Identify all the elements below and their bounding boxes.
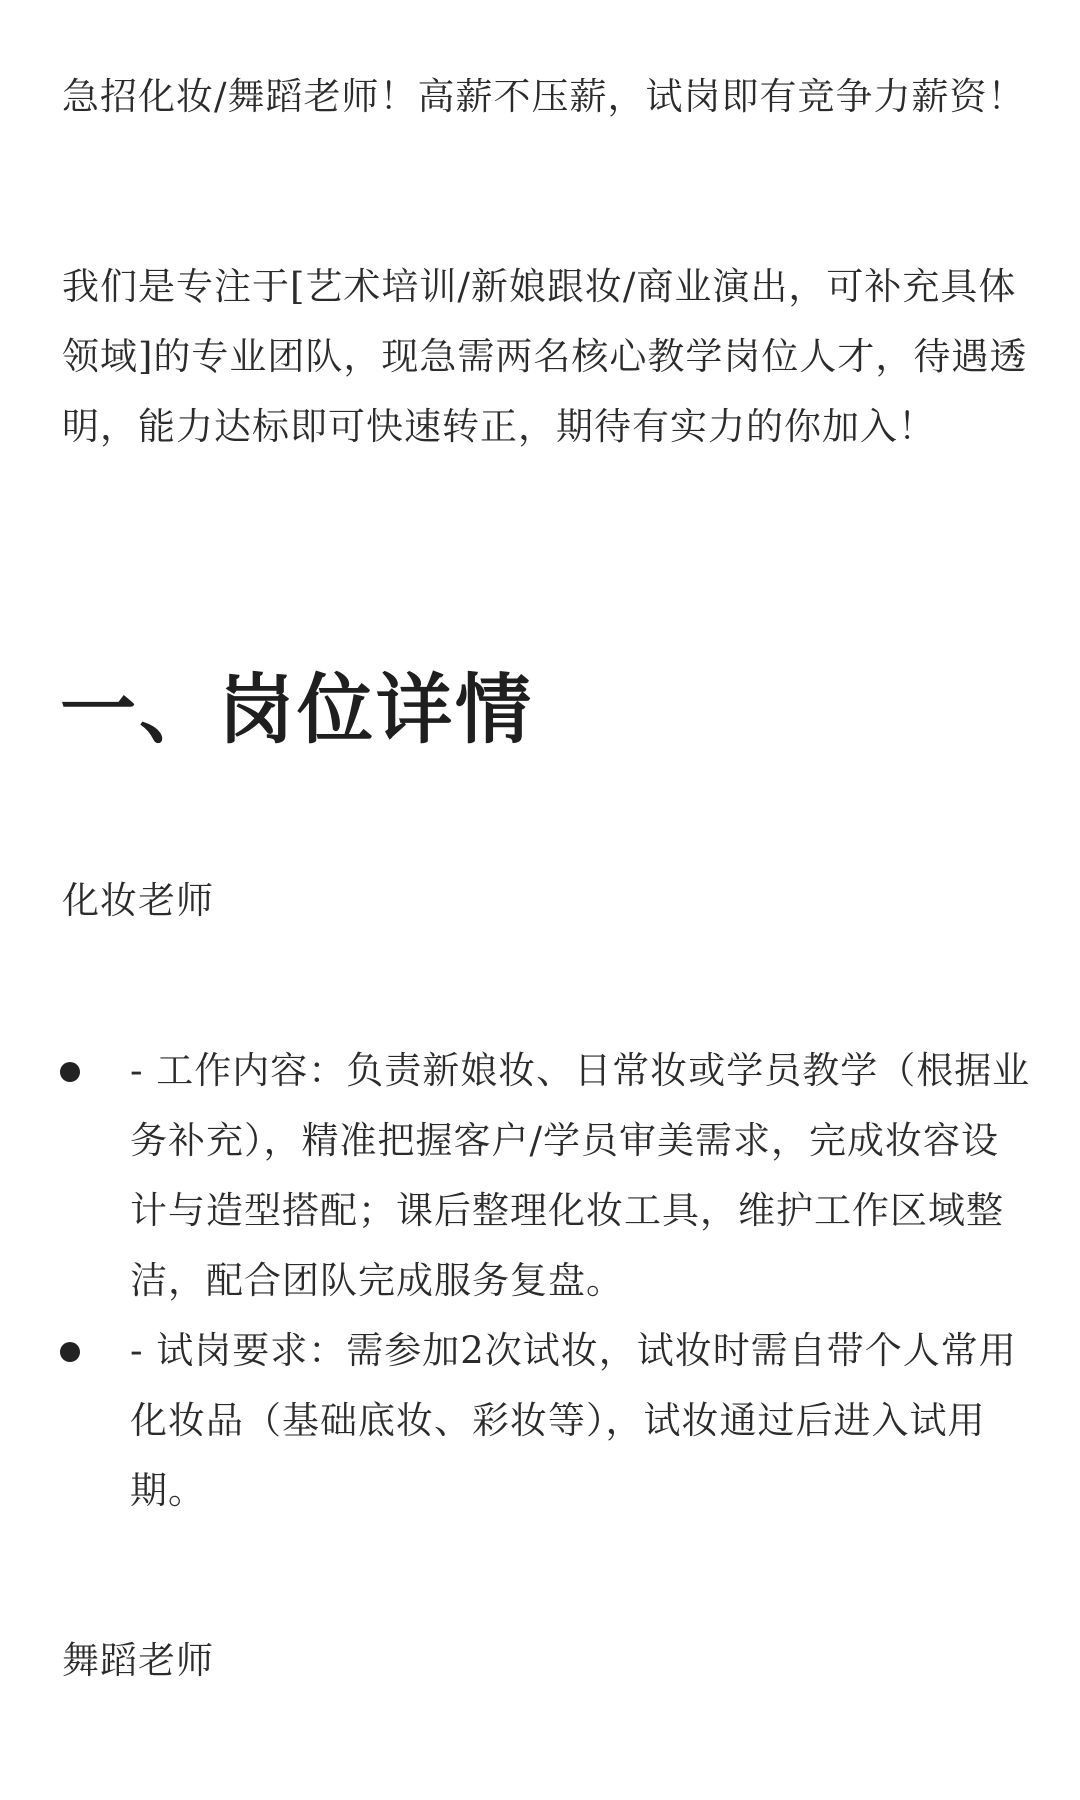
makeup-job-content: - 工作内容：负责新娘妆、日常妆或学员教学（根据业务补充），精准把握客户/学员审美需求，完成妆容设计与造型搭配；课后整理化妆工具，维护工作区域整洁，配合团队完成服务复盘。 bbox=[130, 1049, 1031, 1302]
bullet-icon bbox=[60, 1342, 80, 1362]
list-item bbox=[0, 1316, 1080, 1526]
intro-description: 我们是专注于[艺术培训/新娘跟妆/商业演出，可补充具体领域]的专业团队，现急需两名核心教学岗位人才，待遇透明，能力达标即可快速转正，期待有实力的你加入！ bbox=[62, 265, 1028, 448]
makeup-details-list bbox=[0, 1036, 1080, 1526]
list-item bbox=[0, 1036, 1080, 1316]
position-title-makeup: 化妆老师 bbox=[62, 879, 214, 922]
intro-headline: 急招化妆/舞蹈老师！高薪不压薪，试岗即有竞争力薪资！ bbox=[62, 75, 1026, 118]
makeup-trial-requirements: - 试岗要求：需参加2次试妆，试妆时需自带个人常用化妆品（基础底妆、彩妆等），试妆通过后进入试用期。 bbox=[130, 1329, 1017, 1512]
section-title: 一、岗位详情 bbox=[60, 665, 534, 754]
bullet-icon bbox=[60, 1062, 80, 1082]
position-title-dance: 舞蹈老师 bbox=[62, 1639, 214, 1682]
